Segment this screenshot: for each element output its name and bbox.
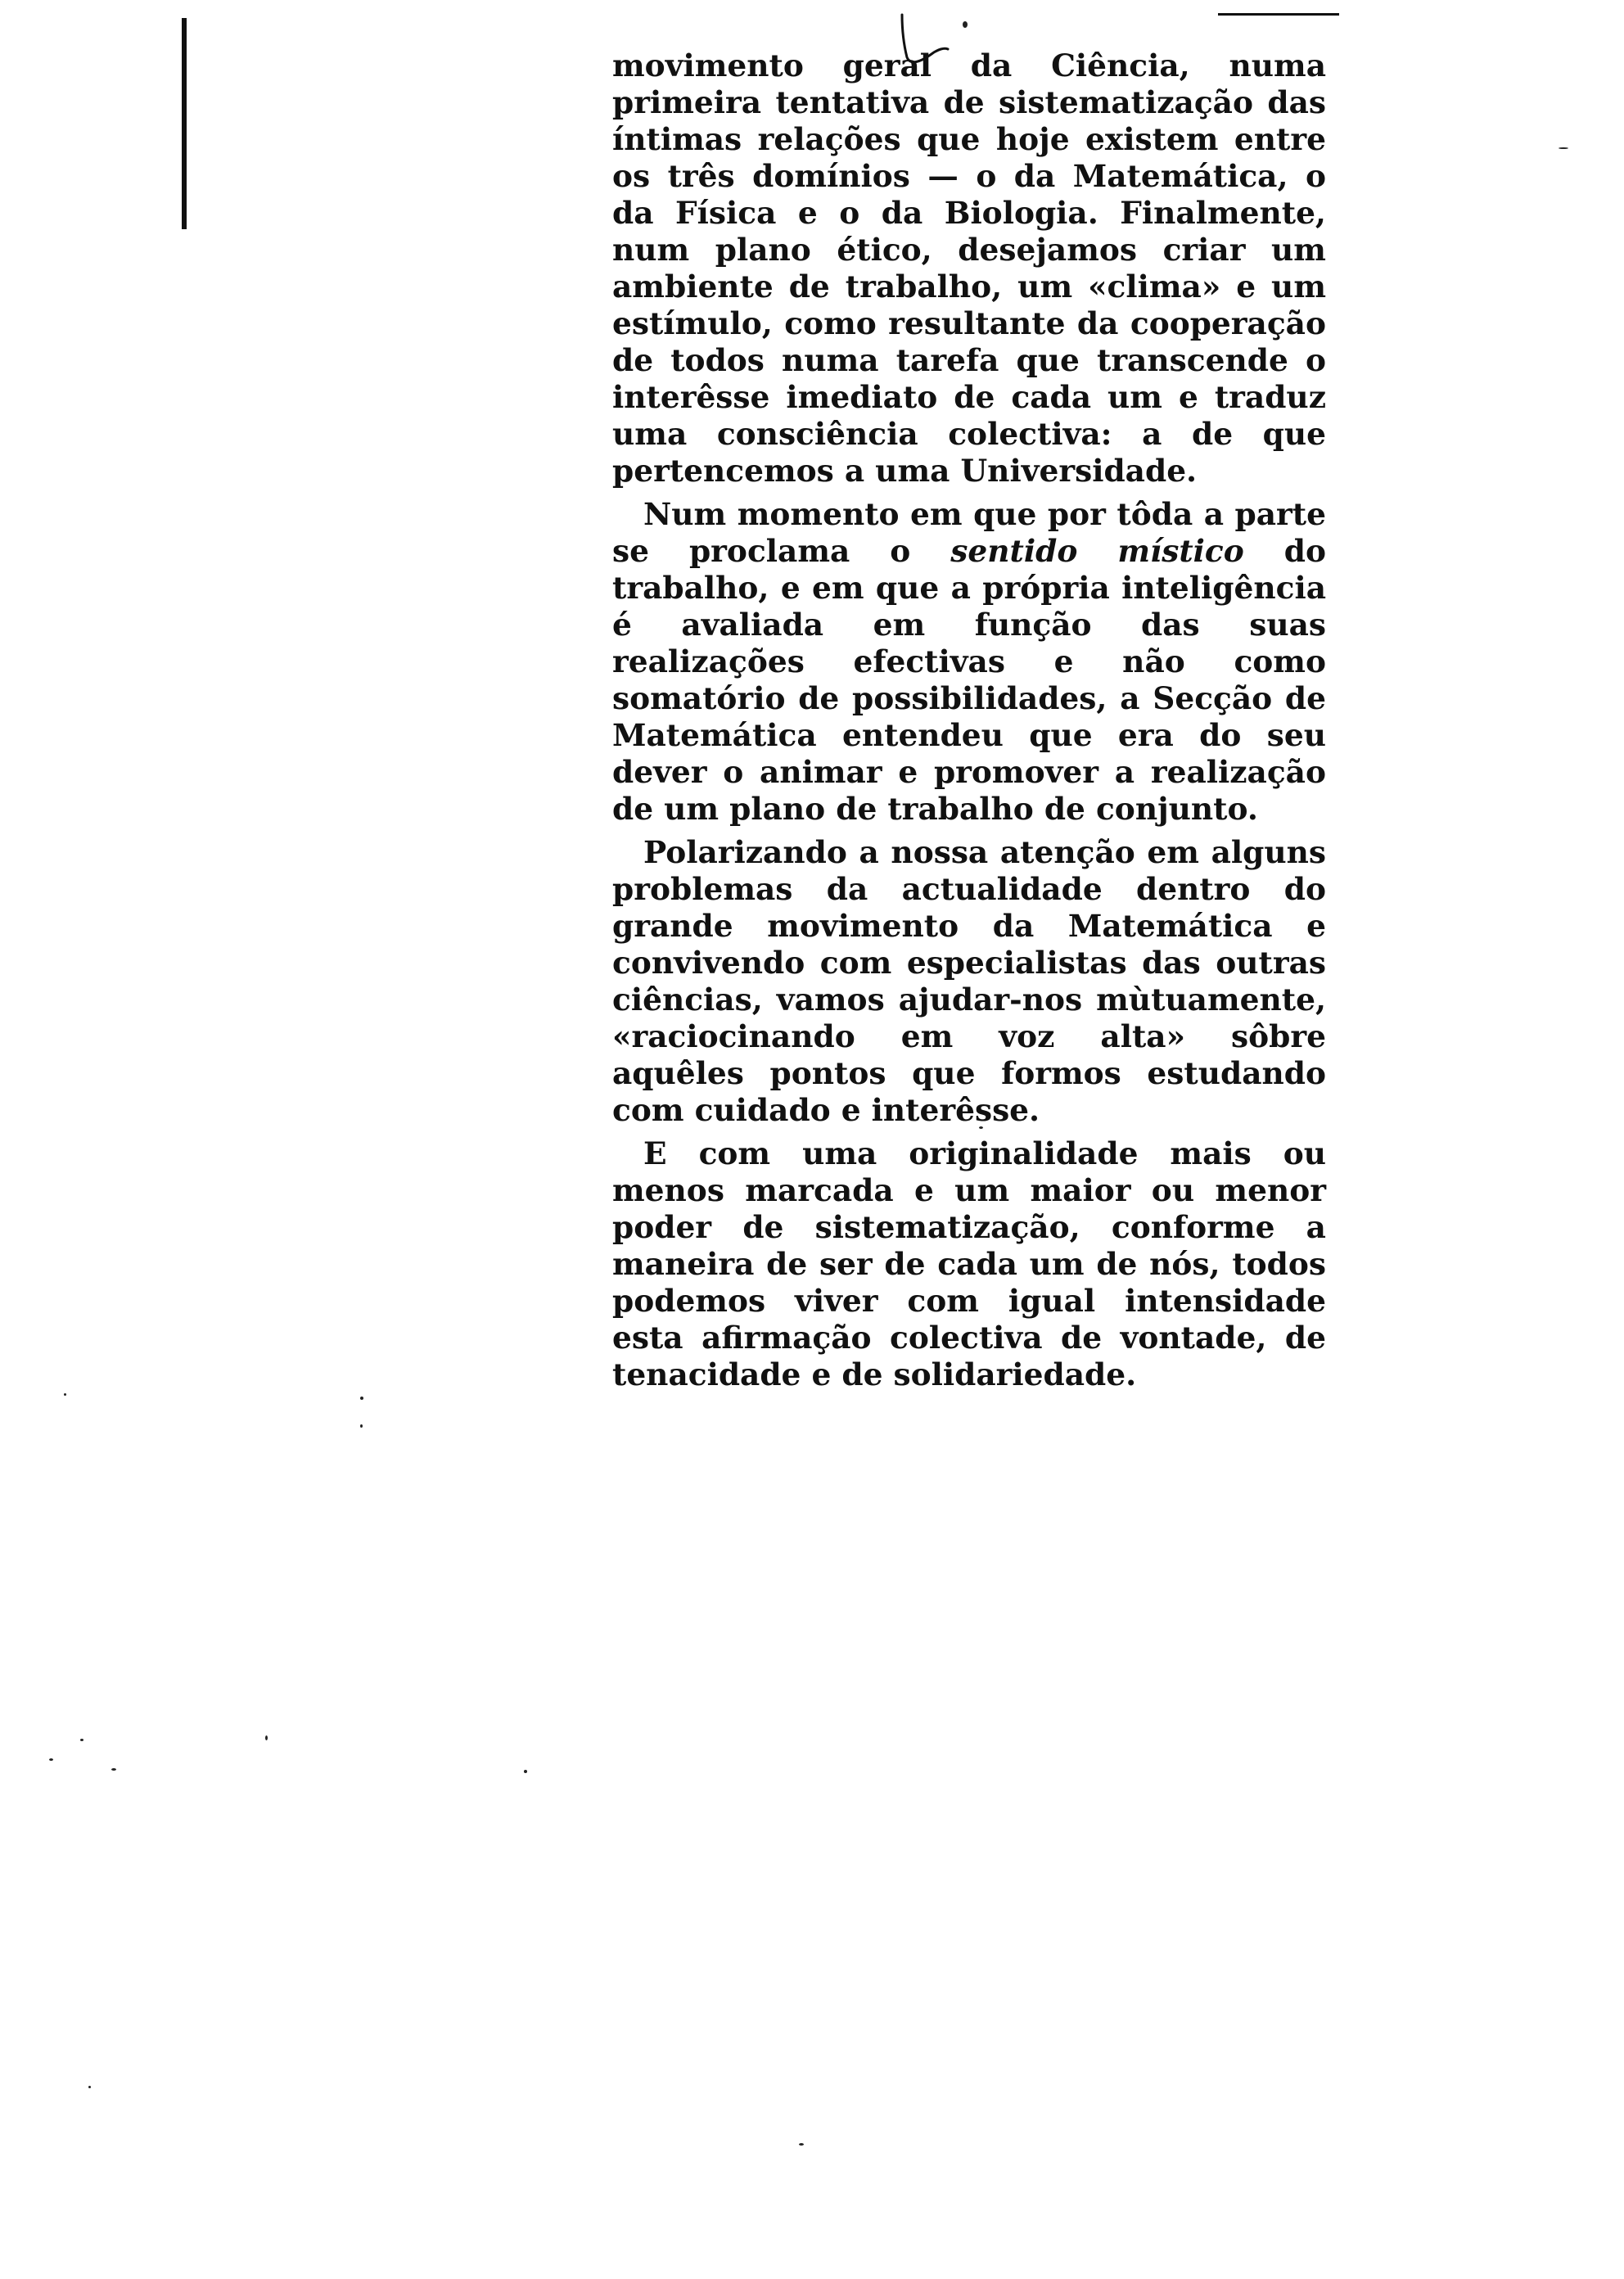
scan-speck	[963, 21, 968, 28]
scan-speck	[360, 1397, 363, 1400]
scan-speck	[80, 1739, 83, 1741]
document-body	[612, 47, 1326, 1400]
paragraph-3: Polarizando a nossa atenção em alguns problemas da actualidade dentro do grande movimento da Matemática e convivendo com especialistas das outras ciências, vamos ajudar-nos mùtuamente, «raciocinando em voz alta» sôbre aquêles pontos que formos estudando com cuidado e interêsse.	[612, 834, 1326, 1128]
scan-speck	[799, 2143, 804, 2146]
scan-speck	[88, 2086, 91, 2088]
scan-speck	[265, 1735, 268, 1740]
scan-edge-mark	[182, 18, 187, 229]
paragraph-2	[612, 496, 1326, 828]
scan-speck	[1559, 147, 1568, 149]
paragraph-2-italic: sentido místico	[950, 533, 1244, 569]
scan-speck	[524, 1770, 527, 1773]
scan-speck	[111, 1768, 116, 1771]
paragraph-4: E com uma originalidade mais ou menos marcada e um maior ou menor poder de sistematização, conforme a maneira de ser de cada um de nós, todos podemos viver com igual intensidade esta afirmação colectiva de vontade, de tenacidade e de solidariedade.	[612, 1135, 1326, 1392]
scan-speck	[64, 1393, 66, 1396]
scan-speck	[360, 1424, 363, 1428]
paragraph-2-start: Num momento em que por tôda a parte se proclama o	[612, 496, 1326, 569]
scan-speck	[49, 1758, 53, 1761]
paragraph-1: movimento geral da Ciência, numa primeira tentativa de sistematização das íntimas relações que hoje existem entre os três domínios — o da Matemática, o da Física e o da Biologia. Finalmente, num plano ético, desejamos criar um ambiente de trabalho, um «clima» e um estímulo, como resultante da cooperação de todos numa tarefa que transcende o interêsse imediato de cada um e traduz uma consciência colectiva: a de que pertencemos a uma Universidade.	[612, 47, 1326, 489]
scan-top-rule	[1218, 13, 1339, 16]
paragraph-2-end: do trabalho, e em que a própria inteligência é avaliada em função das suas realizações efectivas e não como somatório de possibilidades, a Secção de Matemática entendeu que era do seu dever o animar e promover a realização de um plano de trabalho de conjunto.	[612, 533, 1327, 827]
